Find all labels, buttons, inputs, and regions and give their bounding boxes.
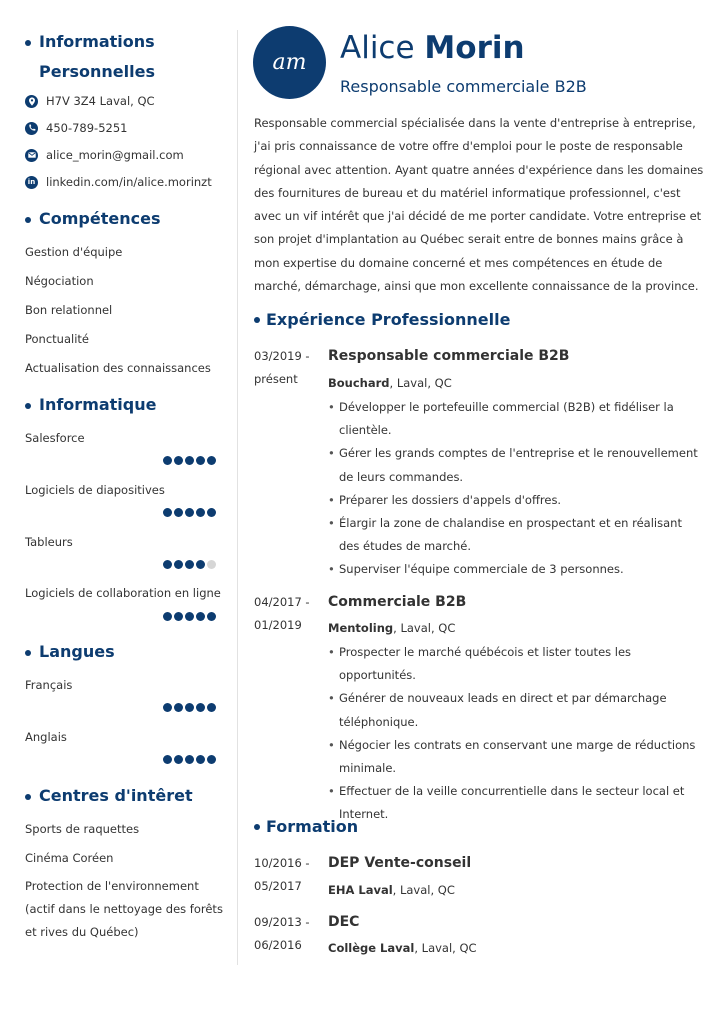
column-divider bbox=[237, 30, 238, 965]
rating-dot-filled bbox=[196, 508, 205, 517]
email-text[interactable]: alice_morin@gmail.com bbox=[46, 148, 184, 162]
education-date: 09/2013 - 06/2016 bbox=[254, 915, 310, 952]
location-pin-icon bbox=[25, 95, 38, 108]
email-line bbox=[25, 148, 184, 162]
last-name: Morin bbox=[424, 30, 525, 66]
skill-item: Gestion d'équipe bbox=[25, 245, 123, 259]
experience-heading: Expérience Professionnelle bbox=[254, 310, 510, 329]
education-degree: DEC bbox=[328, 914, 360, 930]
rating-dot-filled bbox=[196, 456, 205, 465]
bullet-dot bbox=[25, 794, 31, 800]
software-label: Salesforce bbox=[25, 431, 85, 445]
languages-heading: Langues bbox=[25, 637, 115, 667]
education-school: EHA Laval, Laval, QC bbox=[328, 883, 455, 897]
email-icon bbox=[25, 149, 38, 162]
bullet-item: • Gérer les grands comptes de l'entreprise et le renouvellement de leurs commandes. bbox=[328, 442, 698, 488]
phone-icon bbox=[25, 122, 38, 135]
rating-dot-filled bbox=[196, 612, 205, 621]
skill-item: Bon relationnel bbox=[25, 303, 113, 317]
rating-dot-filled bbox=[185, 456, 194, 465]
bullet-dot bbox=[254, 824, 260, 830]
education-heading: Formation bbox=[254, 817, 358, 836]
rating-dot-filled bbox=[163, 755, 172, 764]
bullet-item: • Développer le portefeuille commercial (B2B) et fidéliser la clientèle. bbox=[328, 396, 698, 442]
rating-dot-filled bbox=[185, 560, 194, 569]
rating-dot-filled bbox=[196, 755, 205, 764]
experience-date: 03/2019 - présent bbox=[254, 349, 310, 386]
rating-dot-filled bbox=[174, 703, 183, 712]
job-title: Responsable commerciale B2B bbox=[340, 77, 587, 96]
bullet-item: • Élargir la zone de chalandise en prospectant et en réalisant des études de marché. bbox=[328, 512, 698, 558]
rating-dot-filled bbox=[174, 508, 183, 517]
rating-dot-filled bbox=[163, 508, 172, 517]
address-text: H7V 3Z4 Laval, QC bbox=[46, 94, 155, 108]
rating-dot-filled bbox=[185, 755, 194, 764]
rating-dot-filled bbox=[207, 612, 216, 621]
interests-heading: Centres d'intêret bbox=[25, 781, 193, 811]
rating-dot-filled bbox=[163, 703, 172, 712]
rating-dots bbox=[163, 612, 216, 621]
rating-dot-filled bbox=[163, 560, 172, 569]
bullet-item: • Superviser l'équipe commerciale de 3 personnes. bbox=[328, 558, 698, 581]
rating-dot-filled bbox=[163, 612, 172, 621]
rating-dot-empty bbox=[207, 560, 216, 569]
education-date: 10/2016 - 05/2017 bbox=[254, 856, 310, 893]
interest-item: Cinéma Coréen bbox=[25, 851, 114, 865]
software-label: Tableurs bbox=[25, 535, 73, 549]
bullet-dot bbox=[25, 40, 31, 46]
rating-dot-filled bbox=[196, 560, 205, 569]
experience-bullets bbox=[328, 396, 698, 582]
skills-heading: Compétences bbox=[25, 204, 160, 234]
rating-dot-filled bbox=[174, 560, 183, 569]
bullet-dot bbox=[254, 317, 260, 323]
skill-item: Négociation bbox=[25, 274, 94, 288]
rating-dot-filled bbox=[207, 703, 216, 712]
experience-date: 04/2017 - 01/2019 bbox=[254, 595, 310, 632]
rating-dot-filled bbox=[196, 703, 205, 712]
first-name: Alice bbox=[340, 30, 415, 66]
linkedin-text[interactable]: linkedin.com/in/alice.morinzt bbox=[46, 175, 212, 189]
address-line bbox=[25, 94, 155, 108]
rating-dots bbox=[163, 755, 216, 764]
experience-company: Mentoling, Laval, QC bbox=[328, 621, 456, 635]
bullet-item: • Effectuer de la veille concurrentielle dans le secteur local et Internet. bbox=[328, 780, 698, 826]
experience-role: Responsable commerciale B2B bbox=[328, 348, 570, 364]
rating-dot-filled bbox=[207, 755, 216, 764]
education-school: Collège Laval, Laval, QC bbox=[328, 941, 477, 955]
rating-dots bbox=[163, 560, 216, 569]
personal-info-heading: Informations Personnelles bbox=[25, 27, 155, 87]
rating-dots bbox=[163, 456, 216, 465]
bullet-item: • Générer de nouveaux leads en direct et par démarchage téléphonique. bbox=[328, 687, 698, 733]
bullet-dot bbox=[25, 217, 31, 223]
summary-paragraph: Responsable commercial spécialisée dans la vente d'entreprise à entreprise, j'ai pris connaissance de votre offre d'emploi pour le poste de responsable régional avec attention. Ayant quatre années d'expérience dans les domaines des fournitures de bureau et du matériel informatique professionnel, c'est avec un vif intérêt que j'ai décidé de me porter candidate. Votre entreprise et son projet d'implantation au Québec serait entre de bonnes mains grâce à mon expertise du domaine concerné et mes compétences en étude de marché, démarchage, ainsi que mon excellente connaissance de la province. bbox=[254, 116, 704, 294]
rating-dot-filled bbox=[163, 456, 172, 465]
interest-item: Protection de l'environnement (actif dans le nettoyage des forêts et rives du Québec) bbox=[25, 879, 223, 939]
bullet-dot bbox=[25, 650, 31, 656]
phone-text[interactable]: 450-789-5251 bbox=[46, 121, 128, 135]
rating-dots bbox=[163, 703, 216, 712]
software-label: Logiciels de diapositives bbox=[25, 483, 165, 497]
language-label: Français bbox=[25, 678, 73, 692]
language-label: Anglais bbox=[25, 730, 67, 744]
rating-dot-filled bbox=[185, 508, 194, 517]
interest-item: Sports de raquettes bbox=[25, 822, 140, 836]
linkedin-line bbox=[25, 175, 212, 189]
sidebar bbox=[25, 0, 227, 1021]
bullet-dot bbox=[25, 403, 31, 409]
experience-bullets bbox=[328, 641, 698, 827]
monogram-avatar: am bbox=[253, 26, 326, 99]
experience-role: Commerciale B2B bbox=[328, 594, 467, 610]
bullet-item: • Négocier les contrats en conservant une marge de réductions minimale. bbox=[328, 734, 698, 780]
software-heading: Informatique bbox=[25, 390, 156, 420]
rating-dots bbox=[163, 508, 216, 517]
phone-line bbox=[25, 121, 127, 135]
rating-dot-filled bbox=[207, 456, 216, 465]
rating-dot-filled bbox=[185, 703, 194, 712]
experience-company: Bouchard, Laval, QC bbox=[328, 376, 452, 390]
skill-item: Actualisation des connaissances bbox=[25, 361, 211, 375]
skill-item: Ponctualité bbox=[25, 332, 89, 346]
education-degree: DEP Vente-conseil bbox=[328, 855, 472, 871]
rating-dot-filled bbox=[174, 612, 183, 621]
full-name bbox=[340, 30, 525, 66]
bullet-item: • Prospecter le marché québécois et lister toutes les opportunités. bbox=[328, 641, 698, 687]
rating-dot-filled bbox=[185, 612, 194, 621]
rating-dot-filled bbox=[207, 508, 216, 517]
bullet-item: • Préparer les dossiers d'appels d'offres. bbox=[328, 489, 698, 512]
rating-dot-filled bbox=[174, 456, 183, 465]
linkedin-icon: in bbox=[25, 176, 38, 189]
rating-dot-filled bbox=[174, 755, 183, 764]
software-label: Logiciels de collaboration en ligne bbox=[25, 586, 221, 600]
